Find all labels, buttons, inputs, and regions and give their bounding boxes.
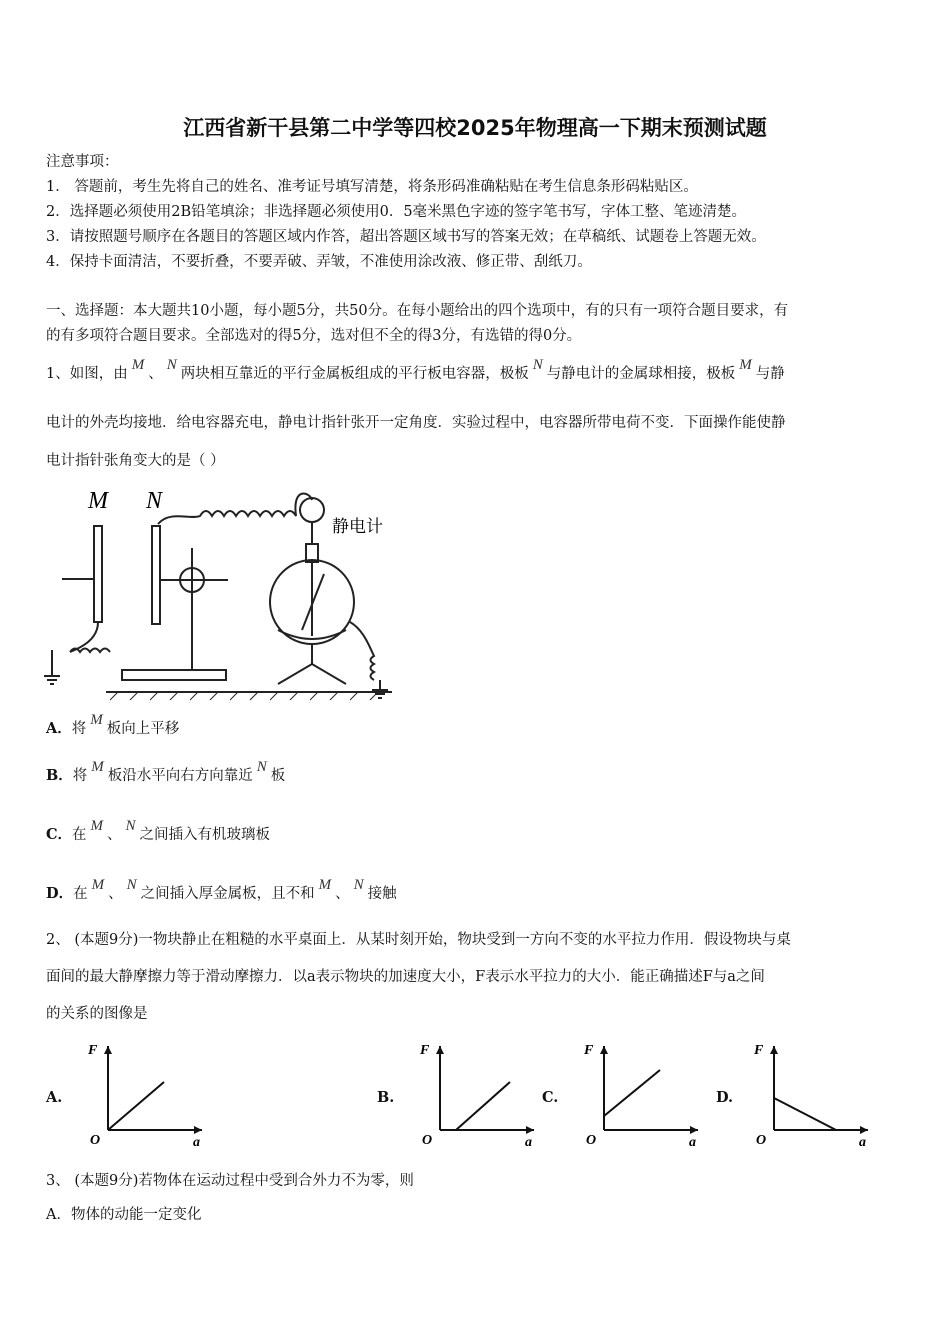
option-text: 板	[270, 768, 286, 784]
option-text: 在	[72, 827, 87, 843]
graph-b-line	[456, 1082, 510, 1130]
q1-text-2: 两块相互靠近的平行金属板组成的平行板电容器，极板	[180, 366, 529, 382]
option-letter: D．	[46, 885, 74, 902]
q3-option-a: A．物体的动能一定变化	[46, 1207, 202, 1223]
symbol-m: M	[318, 877, 332, 893]
symbol-n: N	[353, 877, 364, 893]
plate-n	[152, 526, 160, 624]
notice-item-3: 3．请按照题号顺序在各题目的答题区域内作答，超出答题区域书写的答案无效；在草稿纸、试题卷上答题无效。	[46, 229, 766, 245]
section-intro-line2: 的有多项符合题目要求。全部选对的得5分，选对但不全的得3分，有选错的得0分。	[46, 328, 582, 344]
graph-c-origin: O	[586, 1133, 597, 1148]
connecting-wire	[158, 493, 312, 524]
label-electrometer: 静电计	[332, 517, 383, 537]
symbol-m: M	[739, 357, 752, 373]
option-text: 之间插入有机玻璃板	[139, 827, 271, 843]
symbol-m: M	[91, 877, 105, 893]
q3-line1: 3、 (本题9分)若物体在运动过程中受到合外力不为零，则	[46, 1173, 414, 1189]
q1-option-d	[46, 877, 397, 904]
graph-d-letter: D.	[716, 1089, 734, 1106]
graph-b-ylabel: F	[420, 1043, 430, 1058]
notice-item-2: 2．选择题必须使用2B铅笔填涂；非选择题必须使用0．5毫米黑色字迹的签字笔书写，字体工整、笔迹清楚。	[46, 204, 747, 220]
graph-d	[752, 1040, 872, 1150]
graph-c-xlabel: a	[689, 1135, 696, 1150]
option-text: 板向上平移	[106, 721, 180, 737]
meter-ball	[300, 498, 324, 522]
q1-text-4: 与静	[755, 366, 785, 382]
graph-d-origin: O	[756, 1133, 767, 1148]
label-n: N	[146, 488, 163, 514]
option-text: 接触	[367, 886, 397, 902]
graph-c	[582, 1040, 702, 1150]
graph-a-ylabel: F	[88, 1043, 98, 1058]
graph-d-ylabel: F	[754, 1043, 764, 1058]
graph-a-letter: A.	[46, 1089, 63, 1106]
q1-option-b	[46, 759, 286, 786]
symbol-n: N	[126, 877, 137, 893]
label-m: M	[88, 488, 108, 514]
q2-line2: 面间的最大静摩擦力等于滑动摩擦力．以a表示物块的加速度大小，F表示水平拉力的大小．能正确描述F与a之间	[46, 969, 765, 985]
ground-wire-m	[70, 622, 110, 652]
graph-d-xlabel: a	[859, 1135, 866, 1150]
option-text: 之间插入厚金属板，且不和	[140, 886, 315, 902]
q2-line3: 的关系的图像是	[46, 1006, 148, 1022]
option-text: 将	[72, 768, 88, 784]
notice-heading: 注意事项：	[46, 154, 119, 170]
symbol-m: M	[131, 357, 145, 373]
graph-d-line	[774, 1098, 836, 1130]
option-text: 将	[71, 721, 87, 737]
notice-item-4: 4．保持卡面清洁，不要折叠，不要弄破、弄皱，不准使用涂改液、修正带、刮纸刀。	[46, 254, 592, 270]
option-sep: 、	[108, 886, 123, 902]
option-letter: A．	[46, 720, 72, 737]
plate-m	[94, 526, 102, 622]
graph-c-line	[604, 1070, 660, 1116]
q1-sep: 、	[148, 366, 163, 382]
graph-c-letter: C.	[542, 1089, 559, 1106]
symbol-n: N	[532, 357, 543, 373]
q1-line3: 电计指针张角变大的是（ ）	[46, 453, 225, 469]
q1-line2: 电计的外壳均接地．给电容器充电，静电计指针张开一定角度．实验过程中，电容器所带电荷不变．下面操作能使静	[46, 415, 786, 431]
graph-b-origin: O	[422, 1133, 433, 1148]
capacitor-electrometer-figure	[40, 480, 400, 708]
graph-a-xlabel: a	[193, 1135, 200, 1150]
notice-item-1: 1． 答题前，考生先将自己的姓名、准考证号填写清楚，将条形码准确粘贴在考生信息条形码粘贴区。	[46, 179, 698, 195]
q1-line1	[46, 357, 785, 384]
q1-option-a	[46, 712, 180, 739]
graph-a-origin: O	[90, 1133, 101, 1148]
symbol-n: N	[256, 759, 267, 775]
symbol-n: N	[125, 818, 136, 834]
stand-base	[122, 670, 226, 680]
q1-text-1: 1、如图，由	[46, 366, 128, 382]
graph-a	[86, 1040, 206, 1150]
option-text: 板沿水平向右方向靠近	[107, 768, 253, 784]
graph-c-ylabel: F	[584, 1043, 594, 1058]
meter-legs	[278, 664, 346, 684]
graph-b	[418, 1040, 538, 1150]
option-sep: 、	[107, 827, 122, 843]
page-title: 江西省新干县第二中学等四校2025年物理高一下期末预测试题	[183, 116, 767, 140]
graph-a-line	[108, 1082, 164, 1130]
q2-line1: 2、 (本题9分)一物块静止在粗糙的水平桌面上．从某时刻开始，物块受到一方向不变的水平拉力作用．假设物块与桌	[46, 932, 791, 948]
symbol-m: M	[90, 818, 104, 834]
graph-b-letter: B.	[377, 1089, 395, 1106]
q1-text-3: 与静电计的金属球相接，极板	[546, 366, 736, 382]
section-intro-line1: 一、选择题：本大题共10小题，每小题5分，共50分。在每小题给出的四个选项中，有的只有一项符合题目要求，有	[46, 303, 789, 319]
option-sep: 、	[335, 886, 350, 902]
symbol-m: M	[91, 759, 104, 775]
option-letter: B．	[46, 767, 73, 784]
graph-b-xlabel: a	[525, 1135, 532, 1150]
symbol-m: M	[90, 712, 103, 728]
q1-option-c	[46, 818, 271, 845]
option-text: 在	[73, 886, 88, 902]
option-letter: C．	[46, 826, 73, 843]
symbol-n: N	[166, 357, 177, 373]
